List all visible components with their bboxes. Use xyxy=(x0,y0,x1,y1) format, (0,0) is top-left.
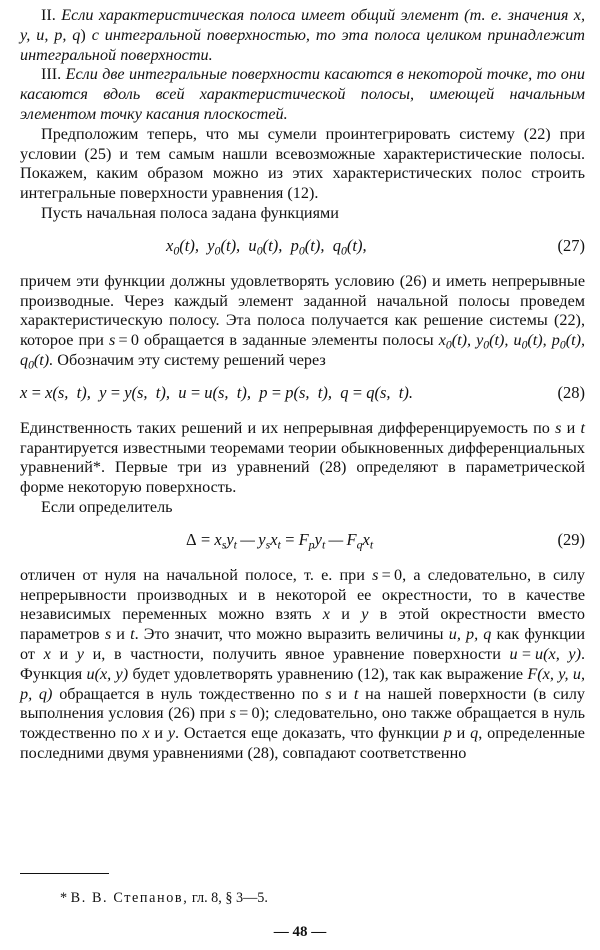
equation-28-formula: x = x(s, t), y = y(s, t), u = u(s, t), p = p(s, t), q = q(s, t). xyxy=(20,382,413,402)
property-2: II. Если характеристическая полоса имеет общий элемент (т. е. значения x, y, u, p, q) с интегральной поверхностью, то эта полоса целиком принадлежит интегральной поверхности. xyxy=(20,6,586,64)
equation-28 xyxy=(20,379,585,407)
footnote-author: В. В. Степанов, xyxy=(70,890,189,906)
equation-29-number: (29) xyxy=(557,529,585,549)
property-3-number: III. xyxy=(41,65,62,84)
page-number: — 48 — xyxy=(273,924,327,940)
footnote xyxy=(60,889,268,907)
property-2-text-b: с интегральной поверхностью, то эта полоса целиком принадлежит интегральной поверхности. xyxy=(20,25,585,64)
equation-27-formula: $x_0(t)$, $y_0(t)$, $u_0(t)$, $p_0(t)$, $q_0(t)$, xyxy=(166,235,367,258)
equation-29 xyxy=(20,526,585,554)
footnote-marker-label: * xyxy=(60,890,68,906)
equation-27 xyxy=(20,232,585,260)
paragraph-integration: Предположим теперь, что мы сумели проинтегрировать систему (22) при условии (25) и тем самым нашли всевозможные характеристические полосы. Покажем, каким образом можно из этих характеристических полос строить интегральные поверхности уравнения (12). xyxy=(20,124,585,203)
paragraph-uniqueness: Единственность таких решений и их непрерывная дифференцируемость по s и t гарантируется известными теоремами теории обыкновенных дифференциальных уравнений*. Первые три из уравнений (28) определяют в параметрической форме некоторую поверхность. xyxy=(20,418,585,497)
equation-27-number: (27) xyxy=(557,235,585,255)
paragraph-determinant-intro: Если определитель xyxy=(41,497,173,516)
footnote-marker[interactable]: * xyxy=(92,458,101,477)
equation-28-number: (28) xyxy=(557,382,585,402)
property-2-text-a: Если характеристическая полоса имеет общий элемент (т. е. значения xyxy=(61,6,569,24)
equation-29-formula: $\Delta = x_sy_t$ — $y_sx_t = F_py_t$ — $F_qx_t$ xyxy=(186,529,374,552)
footnote-divider xyxy=(20,873,109,874)
property-2-number: II. xyxy=(41,6,56,24)
page-body xyxy=(20,6,585,764)
paragraph-conditions: причем эти функции должны удовлетворять условию (26) и иметь непрерывные производные. Через каждый элемент заданной начальной полосы проведем характеристическую полосу. Эта полоса получается как решение системы (22), которое при s = 0 обращается в заданные элементы полосы $x_0(t)$, $y_0(t)$, $u_0(t)$, $p_0(t)$, $q_0(t)$. Обозначим эту систему решений через xyxy=(20,271,586,372)
property-3-text: Если две интегральные поверхности касаются в некоторой точке, то они касаются вдоль всей характеристической полосы, имеющей начальным элементом точку касания плоскостей. xyxy=(20,65,585,123)
footnote-reference: гл. 8, § 3—5. xyxy=(191,890,268,906)
property-3 xyxy=(20,65,585,124)
paragraph-explicit-surface: отличен от нуля на начальной полосе, т. е. при s = 0, а следовательно, в силу непрерывности производных и в некоторой ее окрестности, то в качестве независимых переменных можно взять x и y в этой окрестности вместо параметров s и t. Это значит, что можно выразить величины u, p, q как функции от x и y и, в частности, получить явное уравнение поверхности u = u(x, y). Функция u(x, y) будет удовлетворять уравнению (12), так как выражение F(x, y, u, p, q) обращается в нуль тождественно по s и t на нашей поверхности (в силу выполнения условия (26) при s = 0); следовательно, оно также обращается в нуль тождественно по x и y. Остается еще доказать, что функции p и q, определенные последними двумя уравнениями (28), совпадают соответственно xyxy=(20,565,586,762)
paragraph-initial-strip: Пусть начальная полоса задана функциями xyxy=(41,203,339,222)
